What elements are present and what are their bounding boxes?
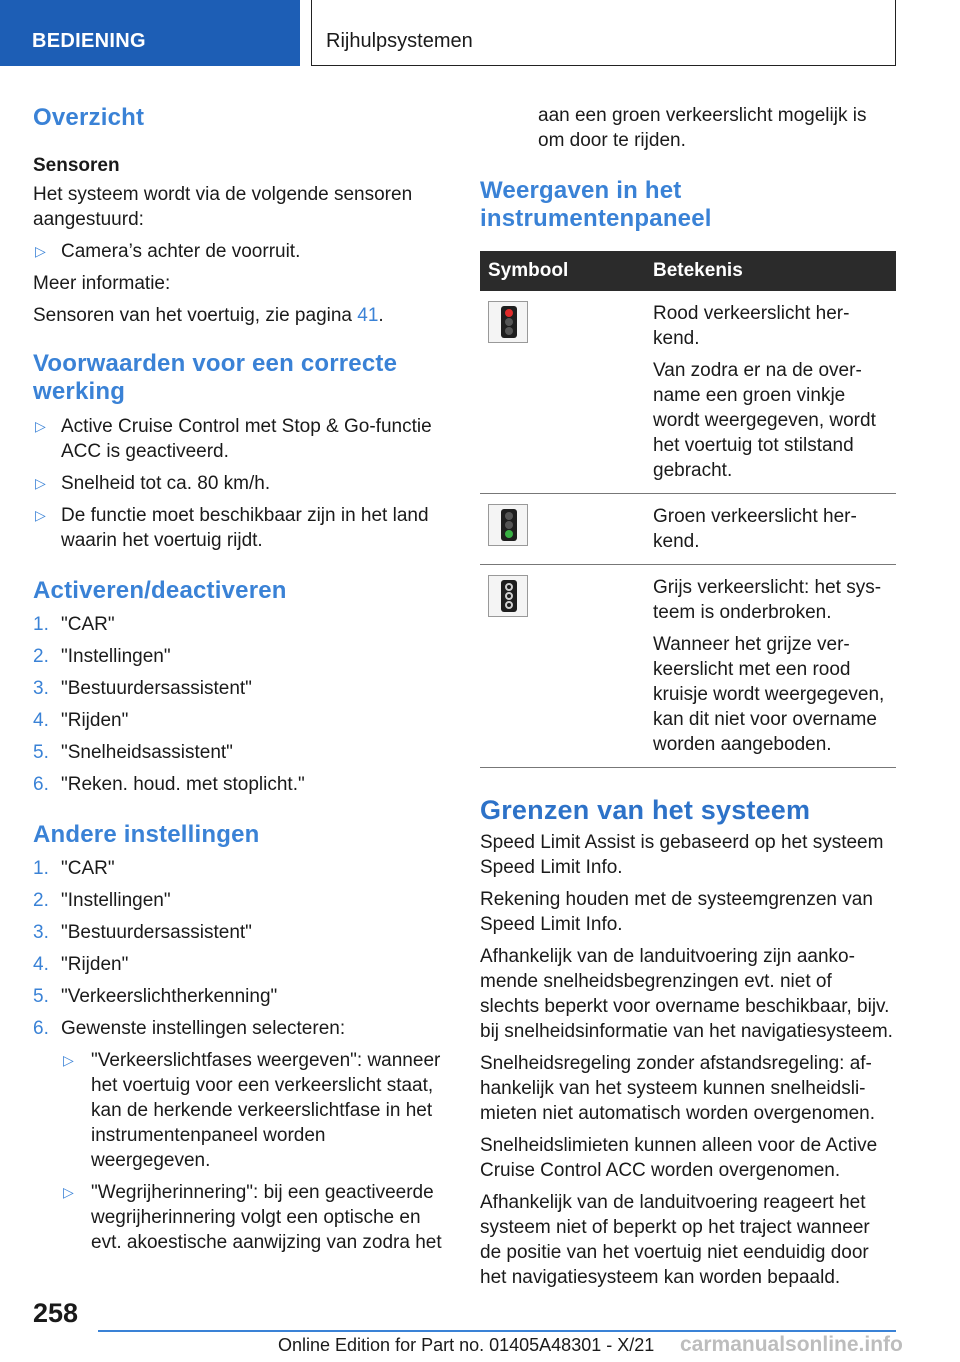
grenzen-paragraph: Snelheidslimieten kunnen alleen voor de Active Cruise Control ACC worden overgenomen. — [480, 1135, 878, 1181]
table-row: Grijs verkeerslicht: het sys-teem is onderbroken. Wanneer het grijze ver-keerslicht met een rood kruisje wordt weergegeven, kan dit niet voor overname worden aangeboden. — [480, 565, 896, 768]
step-item: 2. "Instellingen" — [33, 646, 171, 667]
list-item: ▷ "Wegrijherinnering": bij een geactiveerde wegrijherinnering volgt een optische en evt. akoestische aanwijzing van zodra het — [63, 1182, 442, 1253]
step-item: 6. Gewenste instellingen selecteren: ▷ "Verkeerslichtfases weergeven": wanneer het voertuig voor een verkeerslicht staat, kan de herkende verkeerslichtfase in het instrumentenpaneel worden weergegeven. ▷ "Wegrijherinnering": bij een geactiveerde wegrijherinnering volgt een optische en evt. akoestische aanwijzing van zodra het — [33, 1016, 445, 1255]
grenzen-paragraph: Rekening houden met de systeemgrenzen van Speed Limit Info. — [480, 889, 873, 935]
list-item: ▷ "Verkeerslichtfases weergeven": wanneer het voertuig voor een verkeerslicht staat, kan de herkende verkeerslichtfase in het instrumentenpaneel worden weergegeven. — [63, 1050, 441, 1171]
table-row: Groen verkeerslicht her-kend. — [480, 494, 896, 565]
list-item: ▷ Snelheid tot ca. 80 km/h. — [35, 473, 271, 494]
list-item: ▷ Camera’s achter de voorruit. — [35, 241, 301, 262]
triangle-bullet-icon: ▷ — [35, 418, 46, 434]
step-item: 4. "Rijden" — [33, 954, 129, 975]
overzicht-heading: Overzicht — [33, 104, 145, 131]
triangle-bullet-icon: ▷ — [35, 243, 46, 259]
symbol-table — [480, 251, 896, 768]
green-traffic-light-icon — [488, 504, 528, 546]
meer-informatie: Meer informatie: — [33, 273, 171, 294]
red-traffic-light-icon — [488, 301, 528, 343]
chapter-label: Rijhulpsystemen — [311, 0, 896, 66]
edition-text: Online Edition for Part no. 01405A48301 - X/21 — [278, 1335, 655, 1355]
column-header-symbool: Symbool — [480, 251, 645, 291]
continued-text: aan een groen verkeerslicht mogelijk is om door te rijden. — [538, 105, 867, 151]
voorwaarden-list — [33, 414, 445, 553]
sensoren-reference: Sensoren van het voertuig, zie pagina 41. — [33, 305, 384, 326]
grenzen-paragraph: Snelheidsregeling zonder afstandsregeling: af-hankelijk van het systeem kunnen snelheidsli-mieten niet automatisch worden overgenomen. — [480, 1053, 876, 1124]
footer-divider — [98, 1330, 896, 1332]
sensoren-heading: Sensoren — [33, 155, 120, 176]
step-item: 4. "Rijden" — [33, 710, 129, 731]
andere-steps — [33, 856, 445, 1255]
step-item: 5. "Verkeerslichtherkenning" — [33, 986, 278, 1007]
step-item: 1. "CAR" — [33, 858, 115, 879]
table-row: Rood verkeerslicht her-kend. Van zodra er na de over-name een groen vinkje wordt weergegeven, wordt het voertuig tot stilstand gebracht. — [480, 291, 896, 494]
triangle-bullet-icon: ▷ — [63, 1052, 74, 1068]
voorwaarden-heading: Voorwaarden voor een correcte werking — [33, 350, 398, 405]
grenzen-paragraph: Afhankelijk van de landuitvoering reageert het systeem niet of beperkt op het traject wanneer de positie van het voertuig niet eenduidig door het navigatiesysteem kan worden bepaald. — [480, 1192, 870, 1288]
section-label: BEDIENING — [0, 0, 300, 66]
step-item: 1. "CAR" — [33, 614, 115, 635]
sensoren-text: Het systeem wordt via de volgende sensoren aangestuurd: — [33, 184, 413, 230]
column-header-betekenis: Betekenis — [645, 251, 896, 291]
activeren-steps — [33, 612, 445, 797]
grenzen-paragraph: Afhankelijk van de landuitvoering zijn aanko-mende snelheidsbegrenzingen evt. niet of slechts beperkt voor overname beschikbaar, bijv. bij snelheidsinformatie van het navigatiesysteem. — [480, 946, 893, 1042]
weergaven-heading: Weergaven in het instrumentenpaneel — [480, 177, 712, 232]
grenzen-paragraph: Speed Limit Assist is gebaseerd op het systeem Speed Limit Info. — [480, 832, 884, 878]
page-number: 258 — [33, 1298, 79, 1328]
triangle-bullet-icon: ▷ — [35, 507, 46, 523]
settings-sublist — [61, 1048, 445, 1255]
grenzen-heading: Grenzen van het systeem — [480, 795, 811, 825]
activeren-heading: Activeren/deactiveren — [33, 577, 287, 604]
step-item: 5. "Snelheidsassistent" — [33, 742, 233, 763]
watermark: carmanualsonline.info — [680, 1333, 903, 1356]
page-link[interactable]: 41 — [357, 305, 379, 326]
left-column — [33, 100, 445, 1255]
list-item: ▷ De functie moet beschikbaar zijn in het land waarin het voertuig rijdt. — [35, 505, 429, 551]
andere-heading: Andere instellingen — [33, 821, 260, 848]
step-item: 6. "Reken. houd. met stoplicht." — [33, 774, 305, 795]
list-item: ▷ Active Cruise Control met Stop & Go-functie ACC is geactiveerd. — [35, 416, 432, 462]
step-item: 3. "Bestuurdersassistent" — [33, 678, 252, 699]
grey-traffic-light-icon — [488, 575, 528, 617]
page-header — [0, 0, 960, 66]
table-header-row — [480, 251, 896, 291]
triangle-bullet-icon: ▷ — [63, 1184, 74, 1200]
right-column — [480, 100, 896, 1290]
triangle-bullet-icon: ▷ — [35, 475, 46, 491]
sensoren-list — [33, 239, 445, 264]
step-item: 3. "Bestuurdersassistent" — [33, 922, 252, 943]
step-item: 2. "Instellingen" — [33, 890, 171, 911]
